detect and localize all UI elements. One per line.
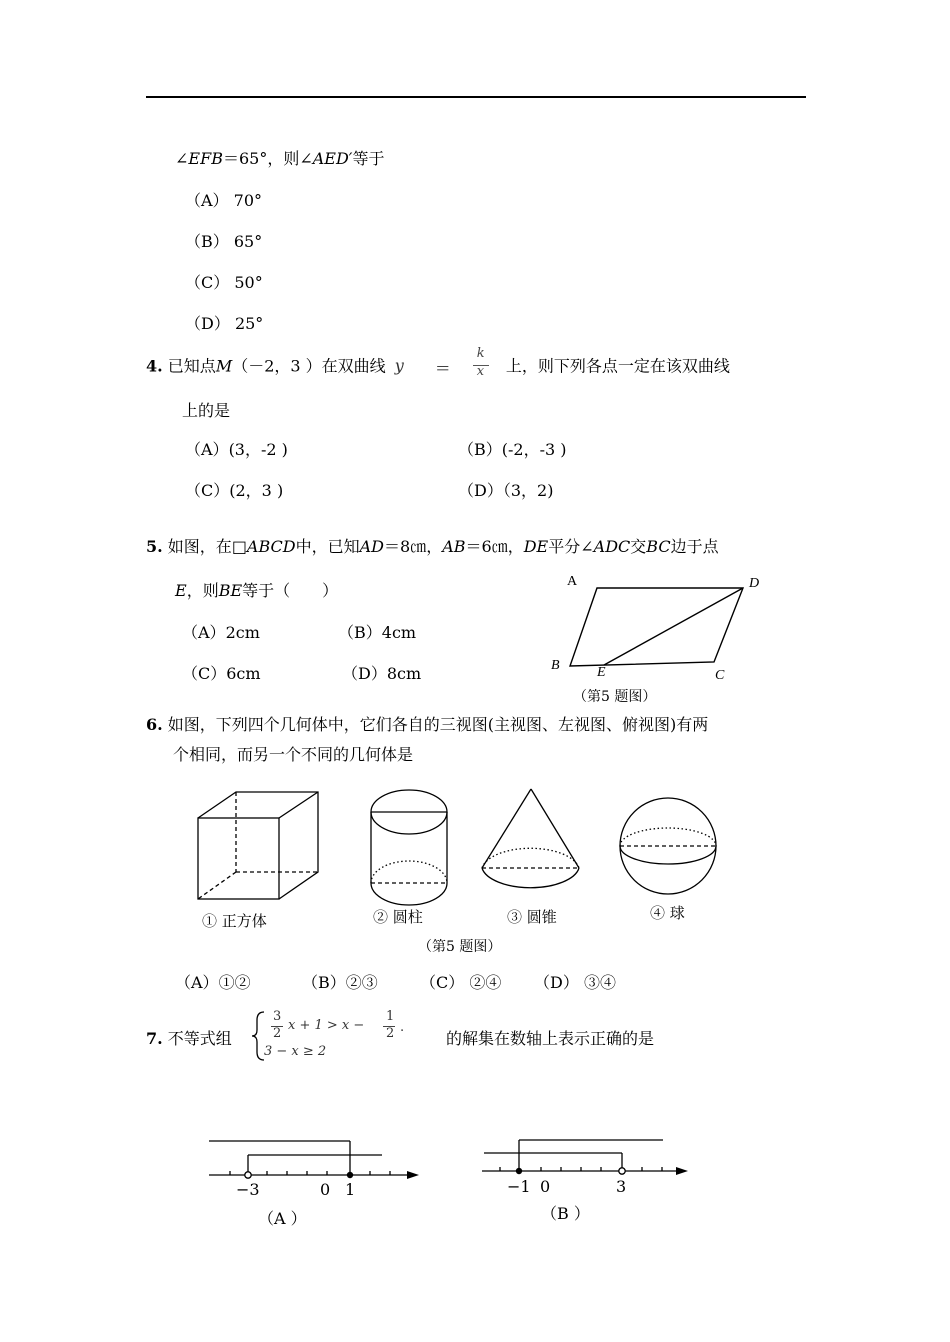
solid-label-sphere: ④ 球: [650, 904, 685, 922]
q4-option-a[interactable]: （A）(3，-2 ): [185, 440, 288, 459]
q4-option-d[interactable]: （D）（3，2): [458, 481, 554, 500]
vertex-label-c: C: [715, 668, 725, 683]
q5-option-b[interactable]: （B）4cm: [338, 623, 417, 642]
q5-option-c[interactable]: （C）6cm: [182, 664, 261, 683]
q5-stem-line1: 5. 如图，在□ABCD中，已知AD＝8㎝，AB＝6㎝，DE平分∠ADC交BC边于点: [146, 537, 719, 556]
solid-label-cone: ③ 圆锥: [507, 908, 557, 926]
q6-option-c[interactable]: （C） ②④: [420, 973, 502, 992]
q4-stem-line2: 上的是: [182, 401, 231, 420]
q3-option-b[interactable]: （B） 65°: [185, 232, 263, 251]
axis-b-caption: （B ）: [541, 1204, 590, 1223]
axis-b-label-neg1: −1: [507, 1177, 531, 1196]
q4-option-b[interactable]: （B）(-2，-3 ): [458, 440, 567, 459]
q3-option-c[interactable]: （C） 50°: [185, 273, 263, 292]
vertex-label-e: E: [597, 665, 606, 680]
vertex-label-d: D: [749, 576, 760, 591]
q6-number: 6.: [146, 715, 163, 734]
solid-label-cylinder: ② 圆柱: [373, 908, 423, 926]
q6-stem-line1: 6. 如图，下列四个几何体中，它们各自的三视图(主视图、左视图、俯视图)有两: [146, 715, 709, 734]
q4-number: 4.: [146, 356, 163, 376]
solid-label-cube: ① 正方体: [202, 912, 267, 930]
q5-stem-line2: E，则BE等于（ ）: [175, 581, 339, 600]
axis-a-caption: （A ）: [258, 1209, 307, 1228]
axis-a-label-0: 0: [320, 1180, 331, 1199]
axis-b-label-3: 3: [616, 1177, 627, 1196]
axis-a-label-neg3: −3: [236, 1180, 260, 1199]
q3-option-d[interactable]: （D） 25°: [185, 314, 264, 333]
q7-stem-start: 7. 不等式组: [146, 1029, 232, 1048]
q6-option-d[interactable]: （D） ③④: [534, 973, 616, 992]
axis-a-label-1: 1: [345, 1180, 356, 1199]
axis-b-label-0: 0: [540, 1177, 551, 1196]
q5-number: 5.: [146, 537, 163, 556]
vertex-label-b: B: [551, 658, 560, 673]
q7-inequality-system: 3 2 x + 1 > x − 1 2 . 3 − x ≥ 2: [264, 1009, 405, 1059]
q4-function: y ＝ k x: [391, 352, 501, 382]
q5-option-d[interactable]: （D）8cm: [342, 664, 422, 683]
q3-option-a[interactable]: （A） 70°: [185, 191, 263, 210]
q5-figure-caption: （第5 题图）: [573, 689, 657, 705]
q6-option-a[interactable]: （A）①②: [175, 973, 251, 992]
q4-stem-line1: 4. 已知点M（－2，3 ）在双曲线 y ＝ k x 上，则下列各点一定在该双曲线: [146, 352, 730, 382]
q4-option-c[interactable]: （C）(2，3 ): [185, 481, 284, 500]
q6-option-b[interactable]: （B）②③: [302, 973, 378, 992]
q7-stem-end: 的解集在数轴上表示正确的是: [446, 1029, 655, 1048]
q6-stem-line2: 个相同，而另一个不同的几何体是: [173, 745, 414, 764]
q5-option-a[interactable]: （A）2cm: [182, 623, 260, 642]
vertex-label-a: A: [567, 574, 578, 589]
q3-stem: ∠EFB＝65°，则∠AED′等于: [175, 149, 385, 168]
q7-number: 7.: [146, 1029, 163, 1048]
q6-figure-caption: （第5 题图）: [418, 939, 502, 955]
